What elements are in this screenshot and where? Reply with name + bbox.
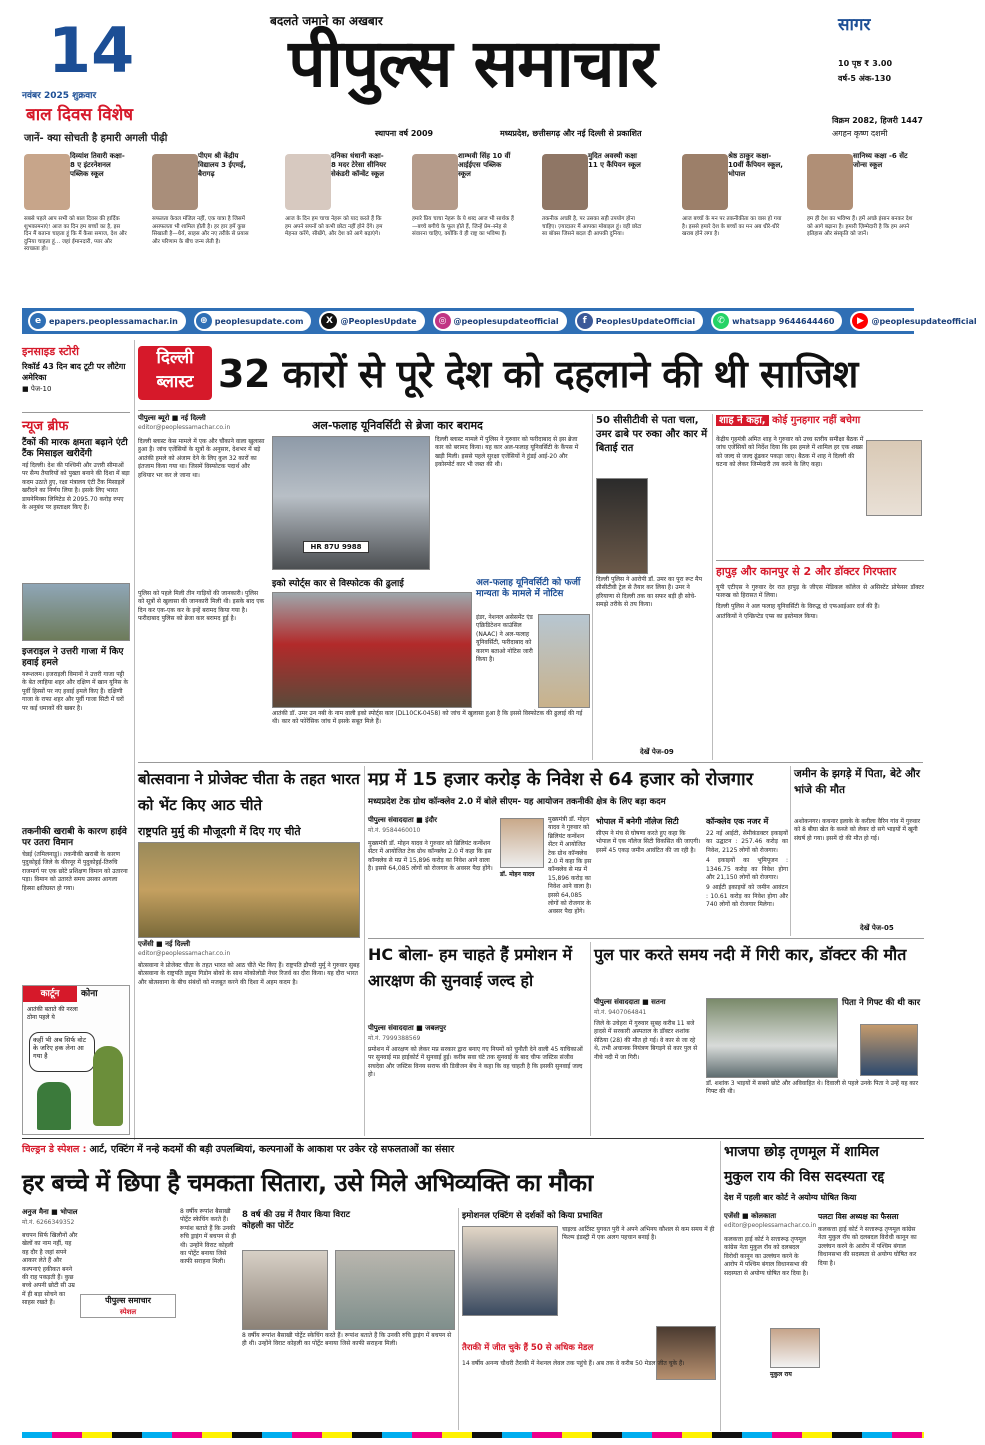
kid-card bbox=[805, 150, 920, 300]
mukul-roy-photo bbox=[770, 1328, 820, 1368]
masthead-title: पीपुल्स समाचार bbox=[288, 24, 657, 102]
special-sub: जानें- क्या सोचती है हमारी अगली पीढ़ी bbox=[24, 133, 168, 144]
brief-item bbox=[22, 647, 130, 821]
shah-sub-item: आतंकियों ने एन्क्रिप्टेड एप्स का इस्तेमाल किया। bbox=[716, 613, 818, 621]
lead-sub4-body: दिल्ली पुलिस ने आरोपी डॉ. उमर का पूरा रूट मैप सीसीटीवी ट्रेल से तैयार कर लिया है। उमर ने हरियाणा से दिल्ली तक का सफर बड़ी ही सोचे-समझे तरीके से तय किया। bbox=[596, 576, 703, 609]
brief-body: यरूशलम। इजराइली विमानों ने उत्तरी गाजा पट्टी के बेत लाहिया शहर और दक्षिण में खान यूनिस के पूर्वी हिस्सों पर नए हवाई हमले किए हैं। दक्षिणी गाजा के राफा शहर और पूर्वी गाजा सिटी में घरों पर कई धमाकों की खबर है। bbox=[22, 671, 129, 712]
invest-side-body: सीएम ने मंच से घोषणा करते हुए कहा कि भोपाल में एक नॉलेज सिटी विकसित की जाएगी। इसमें 45 एकड़ जमीन आवंटित की जा रही है। bbox=[596, 830, 701, 854]
shah-body: केंद्रीय गृहमंत्री अमित शाह ने गुरुवार को उच्च स्तरीय समीक्षा बैठक में जांच एजेंसियों को निर्देश दिया कि इस हमले में शामिल हर एक शख्स को जल्द से जल्द ढूंढकर पकड़ा जाए। बैठक में शाह ने दिल्ली की घटना को लेकर जिम्मेदारी तय करने के लिए कहा। bbox=[716, 436, 864, 469]
kid-text: हमारे प्रिय चाचा नेहरू के ये शब्द आज भी सार्थक हैं—बच्चे बगीचे के फूल होते हैं, जिन्हें प्रेम–स्नेह से संवारना चाहिए, क्योंकि वे ही राष्ट्र का भविष्य हैं। bbox=[412, 216, 514, 238]
lead-sub4: 50 सीसीटीवी से पता चला, उमर ढाबे पर रुका और कार में बिताई रात bbox=[596, 415, 708, 454]
kid-card bbox=[540, 150, 642, 300]
brief-headline: इजराइल ने उत्तरी गाजा में किए हवाई हमले bbox=[22, 647, 124, 668]
founded: स्थापना वर्ष 2009 bbox=[375, 129, 434, 138]
lead-sub1-text: अल-फलाह यूनिवर्सिटी से ब्रेजा कार बरामद bbox=[312, 419, 483, 432]
cheetah-body: बोत्सवाना ने प्रोजेक्ट चीता के तहत भारत को आठ चीते भेंट किए हैं। राष्ट्रपति द्रौपदी मुर्मु ने गुरुवार सुबह बोत्सवाना के राष्ट्रपति ड्यूमा गिडोन बोको के साथ मोकोलोडी नेचर रिजर्व का दौरा किया। यह दौरा भारत और बोत्सवाना के बीच संबंधों को मजबूत करने की दिशा में अहम कदम है। bbox=[138, 962, 360, 986]
inside-page: ■ पेज-10 bbox=[22, 385, 52, 393]
kid-photo bbox=[807, 154, 853, 210]
boy-drawing-photo bbox=[335, 1250, 455, 1330]
instagram-icon: ◎ bbox=[435, 313, 451, 329]
shah-sub-list bbox=[716, 584, 924, 760]
invest-body: मुख्यमंत्री डॉ. मोहन यादव ने गुरुवार को ब्रिलियंट कन्वेंशन सेंटर में आयोजित टेक ग्रोथ कॉन्क्लेव 2.0 में कहा कि इस कॉन्क्लेव से मप्र में 15,896 करोड़ का निवेश आने वाला है। इससे 64,085 लोगों को रोजगार के अवसर पैदा होंगे। bbox=[368, 840, 493, 873]
invest-photo-caption: डॉ. मोहन यादव bbox=[500, 871, 535, 878]
inside-title: इनसाइड स्टोरी bbox=[22, 345, 79, 358]
whatsapp-icon: ✆ bbox=[713, 313, 729, 329]
bridge-body: जिले के उचेहरा में गुरुवार सुबह करीब 11 बजे हादसे में सरकारी अस्पताल के डॉक्टर शशांक सेठिया (28) की मौत हो गई। वे कार से जा रहे थे, तभी अचानक नियंत्रण बिगड़ने से कार पुल से नीचे नदी में जा गिरी। bbox=[594, 1020, 698, 1061]
children-byline: अनुज मैना ■ भोपाल bbox=[22, 1208, 78, 1216]
tmc-headline-2: मुकुल राय की विस सदस्यता रद्द bbox=[724, 1169, 885, 1185]
cartoon-title: कार्टून bbox=[23, 986, 77, 1002]
car-plate: HR 87U 9988 bbox=[303, 541, 369, 553]
invest-byline: पीपुल्स संवाददाता ■ इंदौर bbox=[368, 816, 437, 824]
volume: वर्ष-5 अंक-130 bbox=[838, 74, 892, 83]
kid-name: दनिका धंधानी कक्षा- 8 मदर टेरेसा सीनियर सेकंडरी कॉन्वेंट स्कूल bbox=[331, 152, 387, 178]
brezza-car-photo bbox=[272, 436, 430, 570]
kid-photo bbox=[412, 154, 458, 210]
kid-name: पीएम श्री केंद्रीय विद्यालय 3 ईएमई, बैरागढ़ bbox=[198, 152, 247, 178]
inside-text: रिकॉर्ड 43 दिन बाद टूटी पर लौटेगा अमेरिका bbox=[22, 362, 126, 382]
children-logo-sub: स्पेशल bbox=[119, 1308, 137, 1316]
kid-name: श्रेष्ठ ठाकुर कक्षा- 10वीं कैंपियन स्कूल, भोपाल bbox=[728, 152, 783, 178]
epaper-icon: e bbox=[30, 313, 46, 329]
hc-body: प्रमोशन में आरक्षण को लेकर मप्र सरकार द्वारा बनाए गए नियमों को चुनौती देने वाली 45 याचिकाओं पर सुनवाई मप्र हाईकोर्ट में सुनवाई हुई। करीब सवा घंटे तक सुनवाई के बाद चीफ जस्टिस संजीव सचदेवा और जस्टिस विनय सराफ की डिवीजन बेंच ने कहा कि वह चाहती है कि इसकी सुनवाई जल्द हो। bbox=[368, 1046, 583, 1079]
kid-card bbox=[410, 150, 514, 300]
children-sub2: इमोशनल एक्टिंग से दर्शकों को किया प्रभावित bbox=[462, 1211, 603, 1221]
shah-headline-red: शाह ने कहा, bbox=[716, 415, 769, 426]
bridge-byline: पीपुल्स संवाददाता ■ सतना bbox=[594, 998, 666, 1006]
tmc-body: कलकत्ता हाई कोर्ट ने सत्तारूढ़ तृणमूल कांग्रेस नेता मुकुल रॉय को दलबदल विरोधी कानून का उल्लंघन करने के आरोप में पश्चिम बंगाल विधानसभा की सदस्यता से अयोग्य घोषित कर दिया है। bbox=[724, 1236, 809, 1277]
land-headline: जमीन के झगड़े में पिता, बेटे और भांजे की मौत bbox=[794, 768, 921, 796]
x-icon: X bbox=[321, 313, 337, 329]
facebook-icon: f bbox=[577, 313, 593, 329]
invest-headline: मप्र में 15 हजार करोड़ के निवेश से 64 हजार को रोजगार bbox=[368, 769, 754, 790]
land-body: अशोकनगर। कचनार इलाके के करीला वैरिन गांव में गुरुवार को 8 बीघा खेत के कब्जे को लेकर दो सगे भाइयों में खूनी संघर्ष हो गया। इसमें दो की मौत हो गई। bbox=[794, 818, 921, 842]
bridge-phone: मो.नं. 9407064841 bbox=[594, 1009, 647, 1016]
hc-phone: मो.नं. 7999388569 bbox=[368, 1035, 421, 1042]
university-photo bbox=[538, 614, 590, 708]
child-actor-photo bbox=[462, 1226, 558, 1316]
tmc-side-head: पलटा विस अध्यक्ष का फैसला bbox=[818, 1212, 899, 1221]
social-link-x[interactable] bbox=[319, 311, 424, 331]
cartoon-box bbox=[22, 985, 130, 1135]
special-title: बाल दिवस विशेष bbox=[26, 105, 134, 125]
kid-photo bbox=[152, 154, 198, 210]
tmc-byline: एजेंसी ■ कोलकाता bbox=[724, 1212, 777, 1220]
children-sub3-body: 14 वर्षीय अनन्य चौधरी तैराकी में नेशनल लेवल तक पहुंचे हैं। अब तक वे करीब 50 मेडल जीत चुके हैं। bbox=[462, 1360, 685, 1367]
date-day: 14 bbox=[48, 14, 135, 87]
kid-name: मुदित अवस्थी कक्षा 11 ए कैंपियन स्कूल bbox=[588, 152, 641, 169]
vikram: विक्रम 2082, हिजरी 1447 bbox=[832, 116, 923, 125]
lead-tag bbox=[138, 346, 212, 400]
social-link-epaper[interactable] bbox=[28, 311, 186, 331]
children-phone: मो.नं. 6266349352 bbox=[22, 1219, 75, 1226]
kid-card bbox=[283, 150, 387, 300]
lead-headline: 32 कारों से पूरे देश को दहलाने की थी साजिश bbox=[218, 352, 858, 396]
invest-side-head: भोपाल में बनेगी नॉलेज सिटी bbox=[596, 817, 679, 826]
brief-item bbox=[22, 438, 130, 641]
suspect-photo bbox=[596, 478, 648, 574]
kid-text: आज के दिन हम चाचा नेहरू को याद करते हैं कि हम अपने सपनों को कभी छोटा नहीं होने देंगे। हम मेहनत करेंगे, सीखेंगे, और देश को आगे बढ़ाएंगे। bbox=[285, 216, 383, 238]
cartoon-figure-2 bbox=[37, 1082, 71, 1130]
cartoon-label: कोना bbox=[81, 989, 98, 999]
youtube-icon: ▶ bbox=[852, 313, 868, 329]
hc-headline: HC बोला- हम चाहते हैं प्रमोशन में आरक्षण की सुनवाई जल्द हो bbox=[368, 945, 573, 990]
social-link-instagram[interactable] bbox=[433, 311, 567, 331]
children-kicker bbox=[22, 1141, 717, 1159]
lead-sub1-body: दिल्ली ब्लास्ट मामले में पुलिस ने गुरुवार को फरीदाबाद से इस ब्रेजा कार को बरामद किया। यह कार अल-फलाह यूनिवर्सिटी के कैंपस में खड़ी मिली। इससे पहले सुरक्षा एजेंसियों ने हुंडई आई-20 और इकोस्पोर्ट कार भी जब्त की थी। bbox=[435, 436, 579, 469]
cartoon-figure bbox=[93, 1046, 123, 1126]
invest-list-item: 9 आईटी इकाइयों को जमीन आवंटन : 10.61 करोड़ का निवेश होगा और 740 लोगों को रोजगार मिलेगा। bbox=[706, 884, 788, 909]
brief-headline: तकनीकी खराबी के कारण हाईवे पर उतरा विमान bbox=[22, 827, 127, 848]
lead-sub3: अल-फलाह यूनिवर्सिटी को फर्जी मान्यता के मामले में नोटिस bbox=[476, 578, 581, 599]
invest-list-head: कॉन्क्लेव एक नजर में bbox=[706, 817, 769, 826]
globe-icon: ⊕ bbox=[196, 313, 212, 329]
car-river-photo bbox=[706, 998, 838, 1078]
tithi: अगहन कृष्ण दशमी bbox=[832, 129, 888, 138]
tagline: बदलते जमाने का अखबार bbox=[270, 14, 383, 28]
cheetah-email: editor@peoplessamachar.co.in bbox=[138, 950, 231, 957]
children-body: बचपन सिर्फ खिलौनों और खेलों का नाम नहीं, यह वह दौर है जहां सपने आकार लेते हैं और कल्पनाएं हकीकत बनने की राह पकड़ती हैं। कुछ बच्चे अपनी छोटी सी उम्र में ही बड़ा सोचने का साहस रखते हैं। bbox=[22, 1232, 78, 1307]
lead-continued: देखें पेज-09 bbox=[640, 748, 674, 756]
kid-name: दिव्यांश तिवारी कक्षा- 8 ए इंटरनेशनल पब्लिक स्कूल bbox=[70, 152, 125, 178]
social-label: epapers.peoplessamachar.in bbox=[49, 316, 178, 326]
children-sub2-body: चाइल्ड आर्टिस्ट युगवत पुरी ने अपने अभिनय कौशल से कम समय में ही फिल्म इंडस्ट्री में एक अलग पहचान बनाई है। bbox=[562, 1226, 715, 1242]
date-rest: नवंबर 2025 शुक्रवार bbox=[22, 91, 97, 101]
invest-side-body-a: मुख्यमंत्री डॉ. मोहन यादव ने गुरुवार को ब्रिलियंट कन्वेंशन सेंटर में आयोजित टेक ग्रोथ कॉन्क्लेव 2.0 में कहा कि इस कॉन्क्लेव से मप्र में 15,896 करोड़ का निवेश आने वाला है। इससे 64,085 लोगों को रोजगार के अवसर पैदा होंगे। bbox=[548, 816, 592, 916]
amit-shah-photo bbox=[866, 440, 922, 516]
cheetah-headline: बोत्सवाना ने प्रोजेक्ट चीता के तहत भारत को भेंट किए आठ चीते bbox=[138, 770, 360, 814]
invest-list bbox=[706, 830, 788, 934]
children-sub3: तैराकी में जीत चुके हैं 50 से अधिक मेडल bbox=[462, 1343, 594, 1353]
land-continued: देखें पेज-05 bbox=[860, 924, 894, 932]
hc-byline: पीपुल्स संवाददाता ■ जबलपुर bbox=[368, 1024, 446, 1032]
price: 10 पृष्ठ ₹ 3.00 bbox=[838, 59, 893, 68]
doctor-photo bbox=[860, 1024, 918, 1076]
masthead bbox=[20, 10, 925, 150]
cheetah-sub: राष्ट्रपति मुर्मु की मौजूदगी में दिए गए चीते bbox=[138, 825, 301, 838]
social-label: @peoplesupdateofficial bbox=[871, 316, 977, 326]
kid-name: सानिध्य कक्षा -6 सेंट जोन्स स्कूल bbox=[853, 152, 908, 169]
kid-text: सबसे पहले आप सभी को बाल दिवस की हार्दिक शुभकामनाएं! आज का दिन हम बच्चों का है, इस दिन मैं बताना चाहता हूं कि मैं कैसा समाज, देश और दुनिया चाहता हूं... जहां ईमानदारी, प्यार और स्वच्छता हो। bbox=[24, 216, 127, 253]
cheetah-photo bbox=[138, 842, 360, 938]
social-bar bbox=[22, 308, 977, 334]
shah-sub-item: दिल्ली पुलिस ने अल फलाह यूनिवर्सिटी के विरुद्ध दो एफआईआर दर्ज की हैं। bbox=[716, 602, 880, 610]
bridge-side-body: डॉ. शशांक 3 भाइयों में सबसे छोटे और अविवाहित थे। दिवाली से पहले उनके पिता ने उन्हें यह कार गिफ्ट की थी। bbox=[706, 1080, 919, 1096]
tmc-side-body: कलकत्ता हाई कोर्ट ने सत्तारूढ़ तृणमूल कांग्रेस नेता मुकुल रॉय को दलबदल विरोधी कानून का उल्लंघन करने के आरोप में पश्चिम बंगाल विधानसभा की सदस्यता से अयोग्य घोषित कर दिया है। bbox=[818, 1226, 917, 1267]
bridge-side-head: पिता ने गिफ्ट की थी कार bbox=[842, 998, 921, 1008]
invest-list-item: 4 इकाइयों का भूमिपूजन : 1346.75 करोड़ का निवेश होगा और 21,150 लोगों को रोजगार। bbox=[706, 857, 788, 882]
kid-text: सफलता केवल मंजिल नहीं, एक यात्रा है जिसमें असफलता भी शामिल होती है। हर हार हमें कुछ सिखाती है—धैर्य, साहस और नए तरीके से प्रयास और परिणाम के बीच जन्म लेती है। bbox=[152, 216, 249, 245]
social-label: @PeoplesUpdate bbox=[340, 316, 417, 326]
tmc-sub: देश में पहली बार कोर्ट ने अयोग्य घोषित किया bbox=[724, 1193, 857, 1202]
city: सागर bbox=[838, 15, 871, 35]
children-body-2: 8 वर्षीय रूपांश बैसाखी पोर्ट्रेट स्केचिंग करते हैं। रूपांश बताते हैं कि उनकी रुचि ड्राइंग में बचपन से ही थी। उन्होंने विराट कोहली का पोर्ट्रेट बनाया जिसे काफी सराहना मिली। bbox=[180, 1208, 236, 1266]
children-sub1-body: 8 वर्षीय रूपांश बैसाखी पोर्ट्रेट स्केचिंग करते हैं। रूपांश बताते हैं कि उनकी रुचि ड्राइंग में बचपन से ही थी। उन्होंने विराट कोहली का पोर्ट्रेट बनाया जिसे काफी सराहना मिली। bbox=[242, 1332, 452, 1348]
lead-tag-top: दिल्ली bbox=[156, 348, 194, 368]
social-link-youtube[interactable] bbox=[850, 311, 984, 331]
kid-text: हम ही देश का भविष्य हैं। हमें अच्छे इंसान बनकर देश को आगे बढ़ाना है। हमारी ज़िम्मेदारी है कि हम अपने इतिहास और संस्कृति को जानें। bbox=[807, 216, 913, 238]
brief-item bbox=[22, 827, 130, 961]
kid-card bbox=[680, 150, 783, 300]
kid-text: तकनीक अच्छी है, पर उसका सही उपयोग होना चाहिए। ज़्यादातर मैं आपका मोबाइल हूं। वही छोटा सा बॉक्स जिसने बदल दी आपकी दुनिया। bbox=[542, 216, 642, 238]
kid-photo bbox=[682, 154, 728, 210]
kid-card bbox=[22, 150, 127, 300]
children-headline: हर बच्चे में छिपा है चमकता सितारा, उसे मिले अभिव्यक्ति का मौका bbox=[22, 1169, 593, 1197]
kid-photo bbox=[285, 154, 331, 210]
color-registration-bar bbox=[22, 1432, 924, 1438]
mohan-yadav-photo bbox=[500, 818, 544, 868]
lead-byline: पीपुल्स ब्यूरो ■ नई दिल्ली bbox=[138, 414, 206, 422]
shah-headline bbox=[716, 412, 924, 430]
published-from: मध्यप्रदेश, छत्तीसगढ़ और नई दिल्ली से प्रकाशित bbox=[500, 129, 642, 138]
cartoon-speech: कहीं भी अब सिर्फ वोट के जरिए हक लेना आ गया है bbox=[29, 1032, 95, 1072]
social-label: peoplesupdate.com bbox=[214, 316, 304, 326]
social-link-whatsapp[interactable] bbox=[711, 311, 842, 331]
cartoon-caption: आतंकी बताते की नरला ठोना पहले ये bbox=[27, 1006, 78, 1021]
lead-sub2-body: आतंकी डॉ. उमर उन नबी के नाम वाली इको स्पोर्ट्स कार (DL10CK-0458) को जांच में खुलासा हुआ है कि इससे विस्फोटक की ढुलाई की गई थी। कार को फोरेंसिक जांच में इसके सबूत मिले हैं। bbox=[272, 710, 583, 726]
portrait-drawing-photo bbox=[242, 1250, 328, 1330]
kid-text: आज बच्चों के मन पर तकनीकीता का वास हो गया है। इससे हमारे देश के बच्चों का मन अब धीरे-धीरे खराब होने लगा है। bbox=[682, 216, 782, 238]
lead-sub3-body: इंडर, नेशनल असेसमेंट एंड एक्रिडिटेशन काउंसिल (NAAC) ने अल-फलाह यूनिवर्सिटी, फरीदाबाद को कारण बताओ नोटिस जारी किया है। bbox=[476, 614, 533, 664]
children-kicker-rest: आर्ट, एक्टिंग में नन्हे कदमों की बड़ी उपलब्धियां, कल्पनाओं के आकाश पर उकेर रहे सफलताओं का संसार bbox=[89, 1144, 455, 1155]
tmc-photo-caption: मुकुल राय bbox=[770, 1371, 792, 1378]
tmc-headline-1: भाजपा छोड़ तृणमूल में शामिल bbox=[724, 1144, 879, 1160]
lead-tag-bottom: ब्लास्ट bbox=[156, 372, 194, 392]
social-label: @peoplesupdateofficial bbox=[453, 316, 559, 326]
lead-sub2: इको स्पोर्ट्स कार से विस्फोटक की ढुलाई bbox=[272, 579, 404, 589]
shah-sub-item: यूपी एटीएस ने गुरुवार देर रात हापुड़ के जीएस मेडिकल कॉलेज से असिस्टेंट प्रोफेसर डॉक्टर फारुख को हिरासत में लिया। bbox=[716, 584, 924, 600]
social-label: whatsapp 9644644460 bbox=[732, 316, 835, 326]
social-label: PeoplesUpdateOfficial bbox=[595, 316, 696, 326]
shah-sub: हापुड़ और कानपुर से 2 और डॉक्टर गिरफ्तार bbox=[716, 565, 897, 578]
tmc-email: editor@peoplessamachar.co.in bbox=[724, 1222, 817, 1229]
children-sub1: 8 वर्ष की उम्र में तैयार किया विराट कोहली का पोर्टेट bbox=[242, 1210, 351, 1231]
brief-body: चेन्नई (तमिलनाडु)। तकनीकी खराबी के कारण पुदुकोट्टई जिले के कीरनूर में पुदुकोट्टई-तिरुचि राजमार्ग पर एक छोटे प्रशिक्षण विमान को उतारना पड़ा। विमान को उतारते समय उसका आगला हिस्सा क्षतिग्रस्त हो गया। bbox=[22, 851, 128, 892]
children-logo bbox=[80, 1294, 176, 1318]
shah-headline-rest: कोई गुनहगार नहीं बचेगा bbox=[772, 415, 861, 426]
children-kicker-red: चिल्ड्रन डे स्पेशल : bbox=[22, 1144, 87, 1155]
bridge-headline: पुल पार करते समय नदी में गिरी कार, डॉक्टर की मौत bbox=[594, 945, 907, 964]
invest-phone: मो.नं. 9584460010 bbox=[368, 827, 421, 834]
social-link-website[interactable] bbox=[194, 311, 312, 331]
invest-list-item: 22 नई आईटी, सेमीकंडक्टर इकाइयों का उद्घाटन : 257.46 करोड़ का निवेश, 2125 लोगों को रोजगार। bbox=[706, 830, 788, 854]
kid-photo bbox=[542, 154, 588, 210]
lead-body-1: दिल्ली ब्लास्ट केस मामले में एक और चौंकाने वाला खुलासा हुआ है। जांच एजेंसियों के सूत्रों के अनुसार, देशभर में बड़े आतंकी हमले को अंजाम देने के लिए कुल 32 कारों का इंतजाम किया गया था। जिसमें विस्फोटक पदार्थ और हथियार भर कर ले जाना था। bbox=[138, 438, 265, 479]
news-brief-title: न्यूज ब्रीफ bbox=[22, 419, 69, 434]
kid-photo bbox=[24, 154, 70, 210]
invest-sub: मध्यप्रदेश टेक ग्रोथ कॉन्क्लेव 2.0 में बोले सीएम- यह आयोजन तकनीकी क्षेत्र के लिए बड़ा कदम bbox=[368, 797, 666, 807]
ecosport-car-photo bbox=[272, 592, 472, 708]
lead-email: editor@peoplessamachar.co.in bbox=[138, 424, 231, 431]
tank-photo bbox=[22, 583, 130, 641]
inside-story bbox=[22, 344, 130, 404]
brief-headline: टैंकों की मारक क्षमता बढ़ाने एंटी टैंक मिसाइल खरीदेंगी bbox=[22, 438, 128, 459]
social-link-facebook[interactable] bbox=[575, 311, 703, 331]
cheetah-byline: एजेंसी ■ नई दिल्ली bbox=[138, 940, 191, 948]
lead-body-2: पुलिस को पहले मिली तीन गाड़ियों की जानकारी। पुलिस को सूत्रों से खुलासा की जानकारी मिली थी। इसके बाद एक दिन कर एक-एक कर के इन्हें बरामद किया गया है। फरीदाबाद पुलिस को ब्रेजा कार बरामद हुई है। bbox=[138, 590, 265, 623]
kid-name: शाम्भवी सिंह 10 वीं आईईएस पब्लिक स्कूल bbox=[458, 152, 511, 178]
lead-sub1 bbox=[272, 414, 587, 432]
children-logo-text: पीपुल्स समाचार bbox=[105, 1296, 151, 1305]
kid-card bbox=[150, 150, 249, 300]
news-brief bbox=[22, 416, 130, 991]
brief-body: नई दिल्ली। देश की पश्चिमी और उत्तरी सीमाओं पर सैन्य तैयारियों को पुख्ता बनाने की दिशा में बड़ा कदम उठाते हुए, रक्षा मंत्रालय एंटी टैंक मिसाइलें खरीदने का निर्णय लिया है। इसके लिए भारत डायनेमिक्स लिमिटेड से 2095.70 करोड़ रुपए के अनुबंध पर हस्ताक्षर किए हैं। bbox=[22, 462, 130, 512]
